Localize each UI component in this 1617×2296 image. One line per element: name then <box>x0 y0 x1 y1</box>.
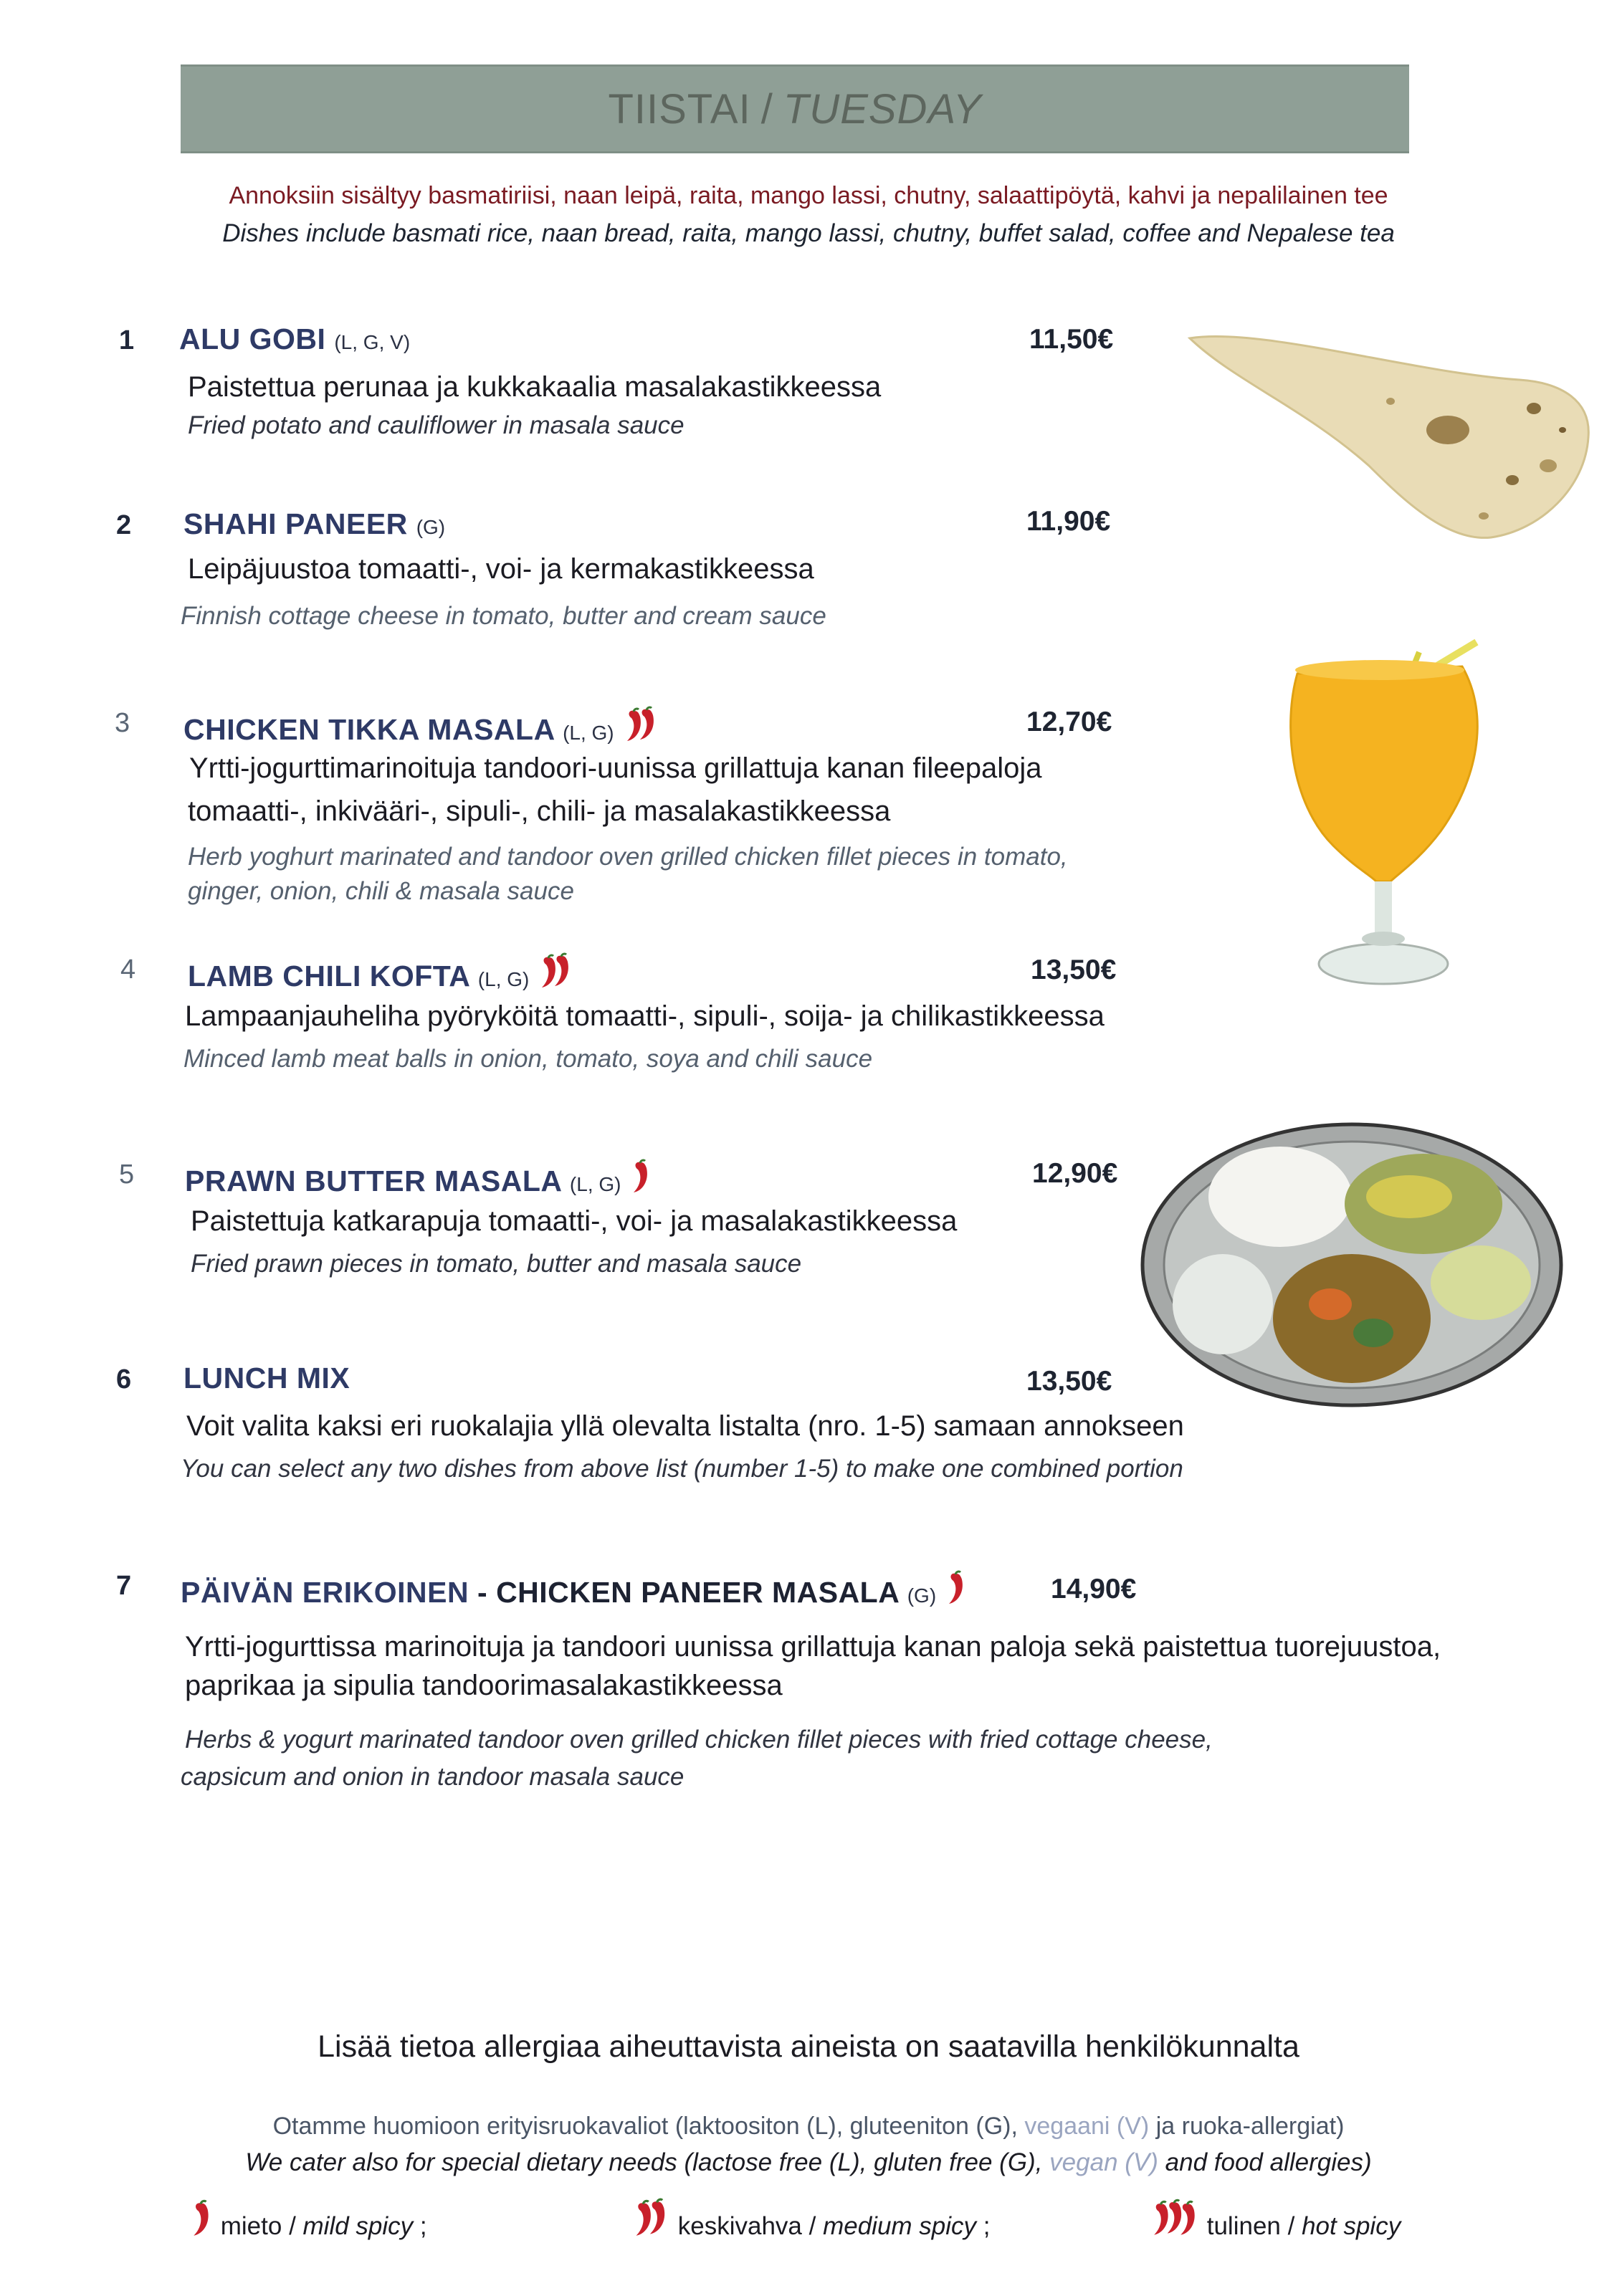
dish-name-text: CHICKEN TIKKA MASALA <box>183 713 555 746</box>
medium-chili-icon <box>631 2197 671 2239</box>
dish-number: 4 <box>120 955 136 985</box>
dish-number: 6 <box>116 1364 132 1395</box>
legend-label-fi: tulinen <box>1206 2212 1281 2240</box>
dish-price: 13,50€ <box>1026 1366 1112 1397</box>
dish-description-en: Minced lamb meat balls in onion, tomato, soya and chili sauce <box>183 1045 873 1073</box>
mild-chili-icon <box>945 1568 966 1607</box>
legend-label-en: medium spicy <box>823 2212 977 2240</box>
dish-name <box>183 1362 350 1395</box>
legend-hot <box>1150 2197 1401 2241</box>
medium-chili-icon <box>538 952 573 990</box>
day-banner <box>181 64 1409 153</box>
day-title-separator: / <box>760 85 773 133</box>
dish-description-en-line2: capsicum and onion in tandoor masala sauce <box>181 1763 685 1791</box>
mango-lassi-glass-image <box>1276 638 1491 1010</box>
naan-bread-image <box>1175 322 1598 552</box>
legend-separator: / <box>1287 2212 1295 2240</box>
dietary-vegan-text: vegaani (V) <box>1024 2113 1150 2140</box>
dish-diet-tags: (L, G) <box>477 968 530 990</box>
day-title-fi: TIISTAI <box>608 85 751 133</box>
legend-mild <box>188 2197 427 2241</box>
dietary-text: ja ruoka-allergiat) <box>1155 2113 1345 2140</box>
dish-description-en-line1: Herbs & yogurt marinated tandoor oven grilled chicken fillet pieces with fried cottage cheese, <box>185 1726 1213 1754</box>
legend-end: ; <box>983 2212 991 2240</box>
dish-name <box>179 322 410 356</box>
dish-diet-tags: (G) <box>907 1584 937 1607</box>
dish-description-en-line2: ginger, onion, chili & masala sauce <box>188 877 574 905</box>
day-title-en: TUESDAY <box>783 85 982 133</box>
dish-price: 12,90€ <box>1032 1158 1118 1189</box>
dish-diet-tags: (L, G) <box>563 722 614 744</box>
dish-price: 11,50€ <box>1029 324 1114 355</box>
legend-label-fi: keskivahva <box>677 2212 802 2240</box>
dish-subname: CHICKEN PANEER MASALA <box>496 1576 899 1609</box>
dish-name-text: LUNCH MIX <box>183 1362 350 1395</box>
dish-number: 1 <box>119 325 135 355</box>
dietary-vegan-text: vegan (V) <box>1049 2148 1158 2176</box>
dish-number: 3 <box>115 708 130 738</box>
dish-description-fi: Paistettua perunaa ja kukkakaalia masalakastikkeessa <box>188 371 882 403</box>
dish-name <box>183 507 445 541</box>
legend-label-en: hot spicy <box>1302 2212 1401 2240</box>
dish-description-fi-line1: Yrtti-jogurttissa marinoituja ja tandoori uunissa grillattuja kanan paloja sekä paistettua tuorejuustoa, <box>185 1631 1441 1663</box>
dish-number: 2 <box>116 510 132 540</box>
medium-chili-icon <box>623 705 659 744</box>
legend-label-en: mild spicy <box>302 2212 414 2240</box>
dish-name <box>181 1568 966 1609</box>
dish-description-en: You can select any two dishes from above list (number 1-5) to make one combined portion <box>181 1455 1183 1483</box>
dish-description-fi: Leipäjuustoa tomaatti-, voi- ja kermakastikkeessa <box>188 553 814 585</box>
hot-chili-icon <box>1150 2197 1200 2239</box>
intro-text-fi: Annoksiin sisältyy basmatiriisi, naan leipä, raita, mango lassi, chutny, salaattipöytä, kahvi ja nepalilainen tee <box>229 182 1388 209</box>
dietary-needs-en <box>0 2148 1617 2177</box>
dish-name-text: SHAHI PANEER <box>183 507 408 540</box>
dish-number: 7 <box>116 1571 132 1601</box>
allergy-info-note: Lisää tietoa allergiaa aiheuttavista aineista on saatavilla henkilökunnalta <box>318 2029 1299 2064</box>
dish-number: 5 <box>119 1159 135 1190</box>
dish-description-fi: Paistettuja katkarapuja tomaatti-, voi- ja masalakastikkeessa <box>191 1205 958 1237</box>
dish-name-text: PRAWN BUTTER MASALA <box>185 1164 562 1197</box>
dish-description-fi-line1: Yrtti-jogurttimarinoituja tandoori-uunissa grillattuja kanan fileepaloja <box>189 752 1042 784</box>
dish-description-en: Finnish cottage cheese in tomato, butter and cream sauce <box>181 602 826 630</box>
legend-label-fi: mieto <box>220 2212 282 2240</box>
legend-separator: / <box>808 2212 816 2240</box>
dietary-text: and food allergies) <box>1165 2148 1372 2176</box>
dish-name <box>185 1157 651 1198</box>
legend-medium <box>631 2197 991 2241</box>
dietary-text: We cater also for special dietary needs (lactose free (L), gluten free (G), <box>245 2148 1043 2176</box>
intro-text-en: Dishes include basmati rice, naan bread, raita, mango lassi, chutny, buffet salad, coffee and Nepalese tea <box>222 219 1395 247</box>
dish-price: 11,90€ <box>1026 506 1111 537</box>
dish-description-fi: Lampaanjauheliha pyöryköitä tomaatti-, sipuli-, soija- ja chilikastikkeessa <box>185 1000 1105 1032</box>
dish-name <box>188 952 573 993</box>
dish-price: 12,70€ <box>1026 707 1112 737</box>
dietary-text: Otamme huomioon erityisruokavaliot (laktoositon (L), gluteeniton (G), <box>272 2113 1018 2140</box>
dish-price: 14,90€ <box>1051 1574 1137 1604</box>
dish-name <box>183 705 659 747</box>
dish-description-fi-line2: tomaatti-, inkivääri-, sipuli-, chili- ja masalakastikkeessa <box>188 795 891 827</box>
dish-diet-tags: (L, G, V) <box>334 331 411 353</box>
legend-end: ; <box>419 2212 427 2240</box>
dish-description-en: Fried prawn pieces in tomato, butter and masala sauce <box>191 1250 802 1278</box>
dish-name-separator: - <box>477 1576 488 1609</box>
dish-name-text: ALU GOBI <box>179 322 326 355</box>
dish-name-text: LAMB CHILI KOFTA <box>188 960 469 992</box>
mild-chili-icon <box>629 1157 651 1195</box>
dish-description-en: Fried potato and cauliflower in masala sauce <box>188 411 685 439</box>
dish-diet-tags: (G) <box>416 516 446 538</box>
dish-name-text: PÄIVÄN ERIKOINEN <box>181 1576 469 1609</box>
dietary-needs-fi <box>0 2113 1617 2140</box>
dish-description-en-line1: Herb yoghurt marinated and tandoor oven grilled chicken fillet pieces in tomato, <box>188 843 1068 871</box>
dish-description-fi-line2: paprikaa ja sipulia tandoorimasalakastikkeessa <box>185 1670 783 1701</box>
thali-plate-image <box>1137 1118 1567 1412</box>
legend-separator: / <box>289 2212 296 2240</box>
dish-price: 13,50€ <box>1031 955 1117 985</box>
mild-chili-icon <box>188 2197 214 2239</box>
dish-description-fi: Voit valita kaksi eri ruokalajia yllä olevalta listalta (nro. 1-5) samaan annokseen <box>186 1410 1184 1442</box>
dish-diet-tags: (L, G) <box>569 1173 621 1195</box>
